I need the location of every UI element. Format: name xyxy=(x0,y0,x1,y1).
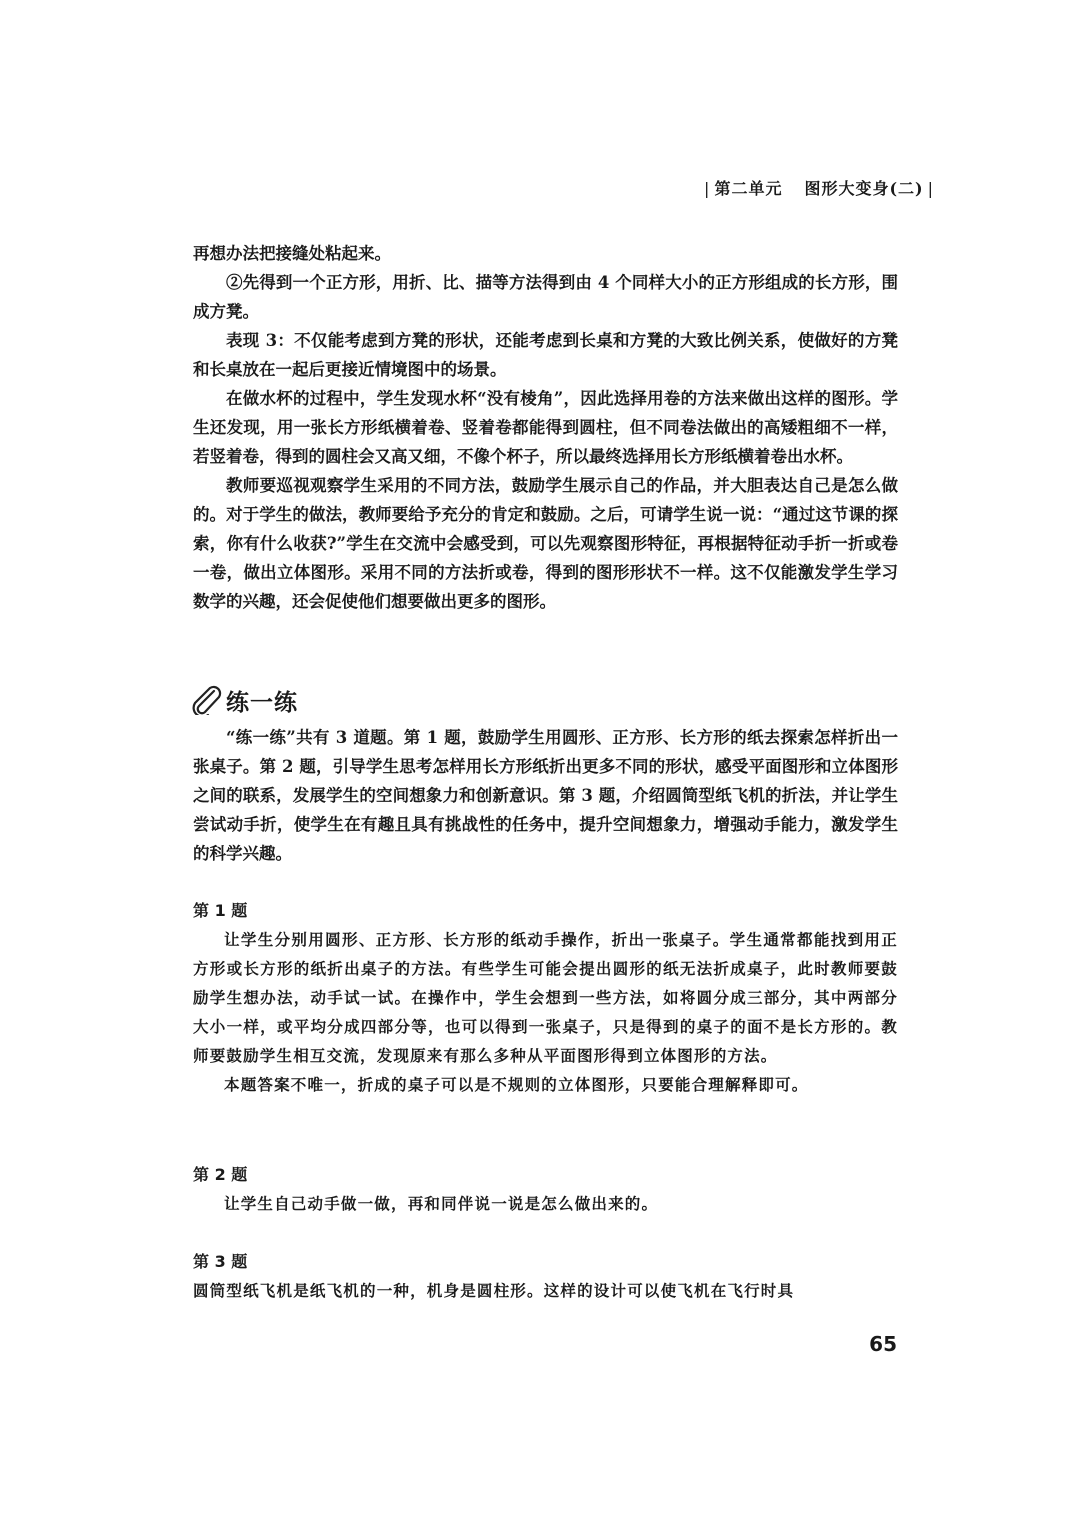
paragraph: 教师要巡视观察学生采用的不同方法，鼓励学生展示自己的作品，并大胆表达自己是怎么做的。对于学生的做法，教师要给予充分的肯定和鼓励。之后，可请学生说一说：“通过这节课的探索，你有什么收获?”学生在交流中会感受到，可以先观察图形特征，再根据特征动手折一折或卷一卷，做出立体图形。采用不同的方法折或卷，得到的图形形状不一样。这不仅能激发学生学习数学的兴趣，还会促使他们想要做出更多的图形。 xyxy=(193,476,898,611)
question-3 xyxy=(193,1248,898,1305)
paperclip-icon xyxy=(190,685,224,715)
paragraph: 在做水杯的过程中，学生发现水杯“没有棱角”，因此选择用卷的方法来做出这样的图形。学生还发现，用一张长方形纸横着卷、竖着卷都能得到圆柱，但不同卷法做出的高矮粗细不一样，若竖着卷，得到的圆柱会又高又细，不像个杯子，所以最终选择用长方形纸横着卷出水杯。 xyxy=(193,389,898,466)
header-title: 图形大变身(二) xyxy=(804,179,924,198)
running-header xyxy=(700,176,938,199)
question-title: 第 3 题 xyxy=(193,1252,248,1271)
paragraph: “练一练”共有 3 道题。第 1 题，鼓励学生用圆形、正方形、长方形的纸去探索怎样折出一张桌子。第 2 题，引导学生思考怎样用长方形纸折出更多不同的形状，感受平面图形和立体图形之间的联系，发展学生的空间想象力和创新意识。第 3 题，介绍圆筒型纸飞机的折法，并让学生尝试动手折，使学生在有趣且具有挑战性的任务中，提升空间想象力，增强动手能力，激发学生的科学兴趣。 xyxy=(193,728,898,863)
question-2 xyxy=(193,1161,898,1218)
practice-summary xyxy=(193,723,898,868)
paragraph: 让学生分别用圆形、正方形、长方形的纸动手操作，折出一张桌子。学生通常都能找到用正方形或长方形的纸折出桌子的方法。有些学生可能会提出圆形的纸无法折成桌子，此时教师要鼓励学生想办法，动手试一试。在操作中，学生会想到一些方法，如将圆分成三部分，其中两部分大小一样，或平均分成四部分等，也可以得到一张桌子，只是得到的桌子的面不是长方形的。教师要鼓励学生相互交流，发现原来有那么多种从平面图形得到立体图形的方法。 xyxy=(193,930,898,1065)
practice-title: 练一练 xyxy=(226,689,298,716)
header-unit: 第二单元 xyxy=(714,179,783,198)
paragraph: ②先得到一个正方形，用折、比、描等方法得到由 4 个同样大小的正方形组成的长方形，围成方凳。 xyxy=(193,273,898,321)
paragraph: 再想办法把接缝处粘起来。 xyxy=(193,244,391,263)
question-title: 第 1 题 xyxy=(193,901,248,920)
paragraph: 本题答案不唯一，折成的桌子可以是不规则的立体图形，只要能合理解释即可。 xyxy=(224,1075,809,1094)
paragraph: 表现 3：不仅能考虑到方凳的形状，还能考虑到长桌和方凳的大致比例关系，使做好的方凳和长桌放在一起后更接近情境图中的场景。 xyxy=(193,331,898,379)
page-number: 65 xyxy=(869,1332,897,1356)
header-divider-right: | xyxy=(927,179,934,198)
paragraph: 圆筒型纸飞机是纸飞机的一种，机身是圆柱形。这样的设计可以使飞机在飞行时具 xyxy=(193,1281,795,1300)
question-title: 第 2 题 xyxy=(193,1165,248,1184)
header-divider-left: | xyxy=(704,179,711,198)
paragraph: 让学生自己动手做一做，再和同伴说一说是怎么做出来的。 xyxy=(224,1194,659,1213)
practice-heading xyxy=(190,682,298,718)
question-1 xyxy=(193,897,898,1099)
intro-text xyxy=(193,239,898,616)
